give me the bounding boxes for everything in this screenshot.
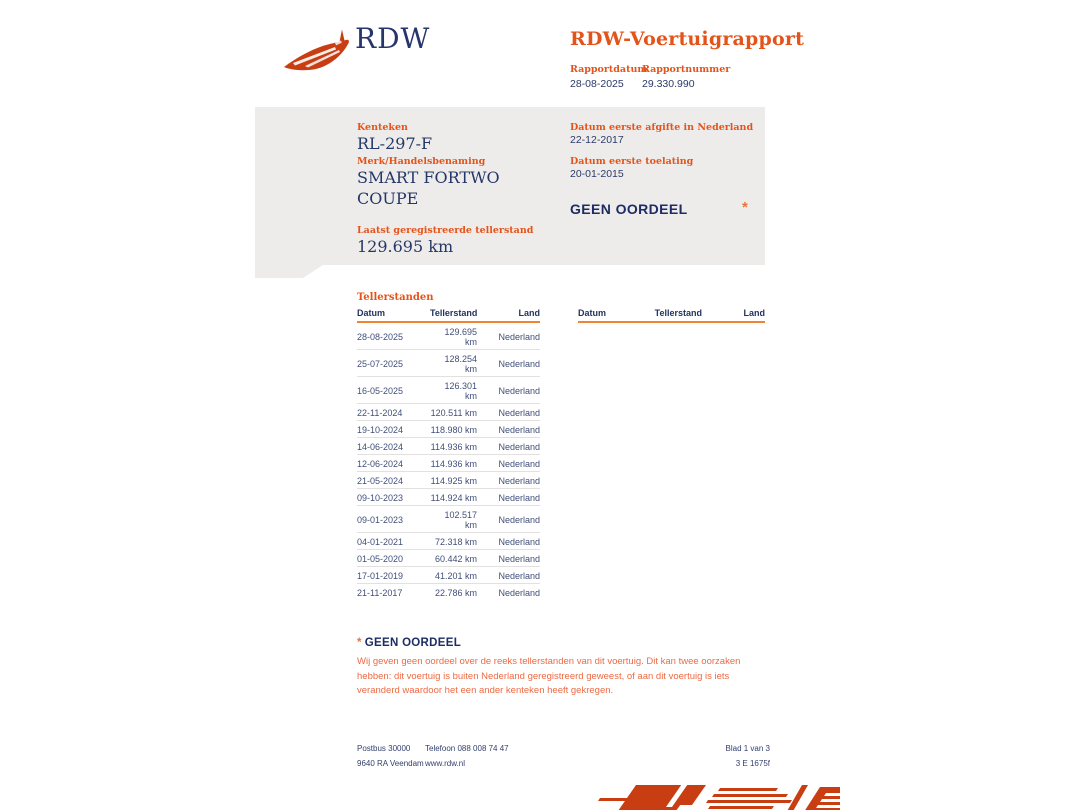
table-row: 25-07-2025 128.254 km Nederland [357,350,540,377]
footer-address-line2: 9640 RA Veendam [357,759,424,768]
table-row: 17-01-2019 41.201 km Nederland [357,567,540,584]
page-title: RDW-Voertuigrapport [570,28,805,50]
footer-page-number: Blad 1 van 3 [725,744,770,753]
footer-address-line1: Postbus 30000 [357,744,411,753]
merk-label: Merk/Handelsbenaming [357,156,486,167]
column-header-datum: Datum [357,308,430,322]
footnote-text: Wij geven geen oordeel over de reeks tellerstanden van dit voertuig. Dit kan twee oorzaken hebben: dit voertuig is buiten Nederland geregistreerd geweest, of aan dit voertuig is iets veranderd waardoor het een ander kenteken heeft gekregen. [357,656,741,696]
table-row: 19-10-2024 118.980 km Nederland [357,421,540,438]
column-header-land: Land [477,308,540,322]
toelating-value: 20-01-2015 [570,168,624,180]
footer-contact [425,741,509,771]
rdw-stripe-graphic [588,779,840,810]
oordeel-asterisk: * [742,199,748,216]
afgifte-value: 22-12-2017 [570,134,624,146]
table-row: 04-01-2021 72.318 km Nederland [357,533,540,550]
rapportdatum-block [570,64,647,90]
table-row: 09-10-2023 114.924 km Nederland [357,489,540,506]
table-header-row [357,308,540,322]
table-row: 21-11-2017 22.786 km Nederland [357,584,540,601]
table-row: 28-08-2025 129.695 km Nederland [357,326,540,347]
table-row: 21-05-2024 114.925 km Nederland [357,472,540,489]
rapportnummer-label: Rapportnummer [642,64,731,75]
footnote-title-text: GEEN OORDEEL [364,637,462,649]
oordeel-status: GEEN OORDEEL [570,201,688,217]
footer-address [357,741,424,771]
rdw-logo-text: RDW [355,22,431,55]
tellerstand-value: 129.695 km [357,237,454,256]
footer-form-code: 3 E 1675f [735,759,770,768]
rdw-logo-feather-icon [283,26,350,72]
afgifte-label: Datum eerste afgifte in Nederland [570,122,754,133]
rapportdatum-value: 28-08-2025 [570,78,624,90]
table-row: 22-11-2024 120.511 km Nederland [357,404,540,421]
table-row: 12-06-2024 114.936 km Nederland [357,455,540,472]
rapportnummer-block [642,64,730,90]
table-row: 09-01-2023 102.517 km Nederland [357,506,540,533]
footer-page-info [620,741,770,771]
tellerstanden-table-left [357,308,540,600]
tellerstand-label: Laatst geregistreerde tellerstand [357,225,534,236]
merk-value-line1: SMART FORTWO [357,168,500,187]
kenteken-value: RL-297-F [357,134,433,153]
column-header-tellerstand: Tellerstand [653,308,702,322]
table-row: 14-06-2024 114.936 km Nederland [357,438,540,455]
footnote-title [357,637,461,649]
footnote-asterisk: * [357,637,362,649]
column-header-land: Land [702,308,765,322]
toelating-label: Datum eerste toelating [570,156,694,167]
footer-website[interactable]: www.rdw.nl [425,759,466,768]
footer-phone: Telefoon 088 008 74 47 [425,744,509,753]
table-header-row [578,308,765,322]
rapportnummer-value: 29.330.990 [642,78,695,90]
tellerstanden-heading: Tellerstanden [357,292,434,303]
column-header-datum: Datum [578,308,653,322]
kenteken-label: Kenteken [357,122,408,133]
tellerstanden-table-right [578,308,765,323]
table-row: 01-05-2020 60.442 km Nederland [357,550,540,567]
rapportdatum-label: Rapportdatum [570,64,648,75]
table-row: 16-05-2025 126.301 km Nederland [357,377,540,404]
merk-value-line2: COUPE [357,189,419,208]
column-header-tellerstand: Tellerstand [430,308,477,322]
